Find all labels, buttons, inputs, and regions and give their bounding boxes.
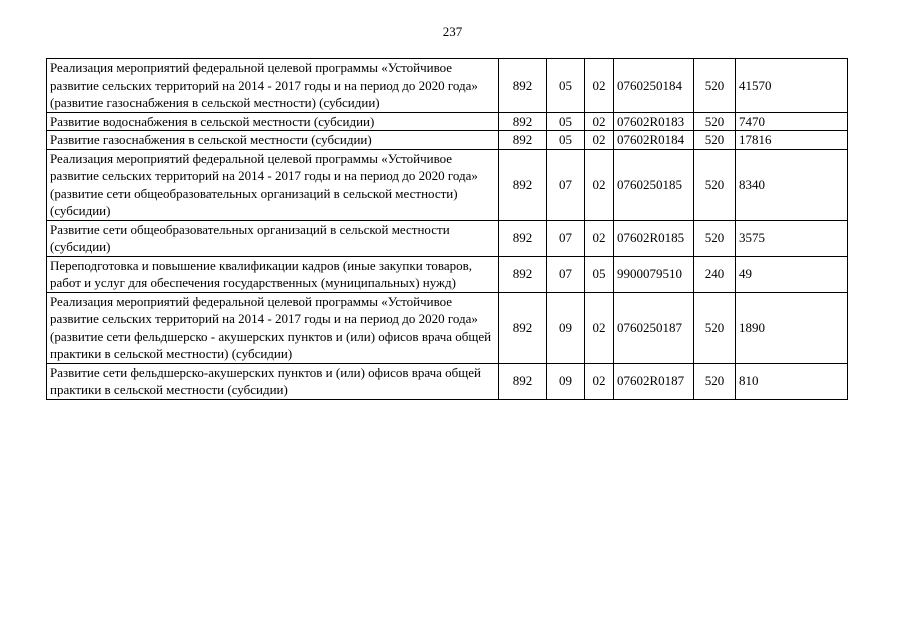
row-expense-type: 520 (694, 363, 736, 399)
row-description: Переподготовка и повышение квалификации кадров (иные закупки товаров, работ и услуг для обеспечения государственных (муниципальных) нужд) (47, 256, 499, 292)
table-row (47, 220, 848, 256)
row-expense-type: 520 (694, 149, 736, 220)
row-amount: 41570 (736, 59, 848, 113)
row-section-code: 05 (547, 112, 585, 131)
row-section-code: 09 (547, 292, 585, 363)
row-description: Развитие сети общеобразовательных организаций в сельской местности (субсидии) (47, 220, 499, 256)
row-expense-type: 520 (694, 112, 736, 131)
row-expense-type: 520 (694, 220, 736, 256)
row-target-article: 9900079510 (614, 256, 694, 292)
row-expense-type: 520 (694, 131, 736, 150)
row-description: Развитие газоснабжения в сельской местности (субсидии) (47, 131, 499, 150)
row-amount: 3575 (736, 220, 848, 256)
row-subsection-code: 02 (585, 59, 614, 113)
row-subsection-code: 02 (585, 112, 614, 131)
row-grbs-code: 892 (499, 292, 547, 363)
row-target-article: 07602R0185 (614, 220, 694, 256)
row-subsection-code: 02 (585, 363, 614, 399)
budget-table-body (47, 59, 848, 400)
table-row (47, 363, 848, 399)
row-target-article: 0760250187 (614, 292, 694, 363)
row-description: Развитие сети фельдшерско-акушерских пунктов и (или) офисов врача общей практики в сельской местности (субсидии) (47, 363, 499, 399)
row-target-article: 07602R0187 (614, 363, 694, 399)
row-subsection-code: 02 (585, 131, 614, 150)
row-grbs-code: 892 (499, 112, 547, 131)
table-row (47, 149, 848, 220)
row-grbs-code: 892 (499, 59, 547, 113)
row-amount: 7470 (736, 112, 848, 131)
table-row (47, 256, 848, 292)
row-amount: 1890 (736, 292, 848, 363)
row-expense-type: 520 (694, 59, 736, 113)
table-row (47, 112, 848, 131)
row-amount: 17816 (736, 131, 848, 150)
row-amount: 8340 (736, 149, 848, 220)
row-amount: 810 (736, 363, 848, 399)
row-section-code: 07 (547, 149, 585, 220)
table-row (47, 131, 848, 150)
row-expense-type: 520 (694, 292, 736, 363)
row-description: Реализация мероприятий федеральной целевой программы «Устойчивое развитие сельских территорий на 2014 - 2017 годы и на период до 2020 года» (развитие сети общеобразовательных организаций в сельской местности) (субсидии) (47, 149, 499, 220)
row-description: Развитие водоснабжения в сельской местности (субсидии) (47, 112, 499, 131)
row-subsection-code: 02 (585, 149, 614, 220)
row-target-article: 07602R0183 (614, 112, 694, 131)
row-target-article: 0760250184 (614, 59, 694, 113)
row-section-code: 05 (547, 59, 585, 113)
row-section-code: 07 (547, 256, 585, 292)
table-row (47, 292, 848, 363)
row-description: Реализация мероприятий федеральной целевой программы «Устойчивое развитие сельских территорий на 2014 - 2017 годы и на период до 2020 года» (развитие газоснабжения в сельской местности) (субсидии) (47, 59, 499, 113)
row-grbs-code: 892 (499, 256, 547, 292)
row-grbs-code: 892 (499, 363, 547, 399)
row-section-code: 09 (547, 363, 585, 399)
row-grbs-code: 892 (499, 220, 547, 256)
row-grbs-code: 892 (499, 149, 547, 220)
row-target-article: 0760250185 (614, 149, 694, 220)
budget-table (46, 58, 848, 400)
row-expense-type: 240 (694, 256, 736, 292)
row-subsection-code: 05 (585, 256, 614, 292)
row-subsection-code: 02 (585, 220, 614, 256)
row-grbs-code: 892 (499, 131, 547, 150)
row-description: Реализация мероприятий федеральной целевой программы «Устойчивое развитие сельских территорий на 2014 - 2017 годы и на период до 2020 года» (развитие сети фельдшерско - акушерских пунктов и (или) офисов врача общей практики в сельской местности) (субсидии) (47, 292, 499, 363)
row-subsection-code: 02 (585, 292, 614, 363)
page-number: 237 (442, 24, 463, 39)
row-section-code: 07 (547, 220, 585, 256)
row-section-code: 05 (547, 131, 585, 150)
row-amount: 49 (736, 256, 848, 292)
table-row (47, 59, 848, 113)
row-target-article: 07602R0184 (614, 131, 694, 150)
